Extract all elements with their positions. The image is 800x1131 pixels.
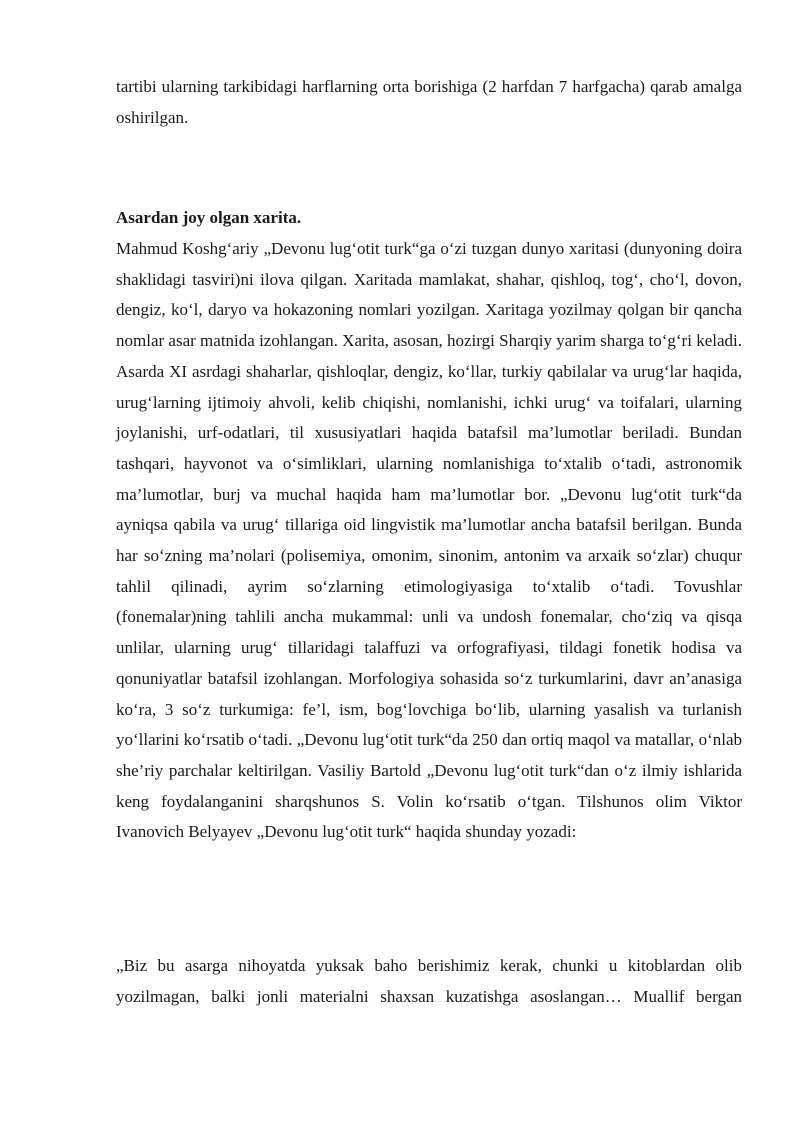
quote-paragraph: „Biz bu asarga nihoyatda yuksak baho berishimiz kerak, chunki u kitoblardan olib yozilmagan, balki jonli materialni shaxsan kuzatishga asoslangan… Muallif bergan [116, 956, 742, 1006]
intro-paragraph: tartibi ularning tarkibidagi harflarning orta borishiga (2 harfdan 7 harfgacha) qarab amalga oshirilgan. [116, 77, 742, 127]
section-heading: Asardan joy olgan xarita. [116, 208, 302, 227]
main-paragraph: Mahmud Koshg‘ariy „Devonu lug‘otit turk“ga o‘zi tuzgan dunyo xaritasi (dunyoning doira shaklidagi tasviri)ni ilova qilgan. Xaritada mamlakat, shahar, qishloq, tog‘, cho‘l, dovon, dengiz, ko‘l, daryo va hokazoning nomlari yozilgan. Xaritaga yozilmay qolgan bir qancha nomlar asar matnida izohlangan. Xarita, asosan, hozirgi Sharqiy yarim sharga to‘g‘ri keladi. Asarda XI asrdagi shaharlar, qishloqlar, dengiz, ko‘llar, turkiy qabilalar va urug‘lar haqida, urug‘larning ijtimoiy ahvoli, kelib chiqishi, nomlanishi, ichki urug‘ va toifalari, ularning joylanishi, urf-odatlari, til xususiyatlari haqida batafsil ma’lumotlar beriladi. Bundan tashqari, hayvonot va o‘simliklari, ularning nomlanishiga to‘xtalib o‘tadi, astronomik ma’lumotlar, burj va muchal haqida ham ma’lumotlar bor. „Devonu lug‘otit turk“da ayniqsa qabila va urug‘ tillariga oid lingvistik ma’lumotlar ancha batafsil berilgan. Bunda har so‘zning ma’nolari (polisemiya, omonim, sinonim, antonim va arxaik so‘zlar) chuqur tahlil qilinadi, ayrim so‘zlarning etimologiyasiga to‘xtalib o‘tadi. Tovushlar (fonemalar)ning tahlili ancha mukammal: unli va undosh fonemalar, cho‘ziq va qisqa unlilar, ularning urug‘ tillaridagi talaffuzi va orfografiyasi, tildagi fonetik hodisa va qonuniyatlar batafsil izohlangan. Morfologiya sohasida so‘z turkumlarini, davr an’anasiga ko‘ra, 3 so‘z turkumiga: fe’l, ism, bog‘lovchiga bo‘lib, ularning yasalish va turlanish yo‘llarini ko‘rsatib o‘tadi. „Devonu lug‘otit turk“da 250 dan ortiq maqol va matallar, o‘nlab she’riy parchalar keltirilgan. Vasiliy Bartold „Devonu lug‘otit turk“dan o‘z ilmiy ishlarida keng foydalanganini sharqshunos S. Volin ko‘rsatib o‘tgan. Tilshunos olim Viktor Ivanovich Belyayev „Devonu lug‘otit turk“ haqida shunday yozadi: [116, 239, 742, 842]
